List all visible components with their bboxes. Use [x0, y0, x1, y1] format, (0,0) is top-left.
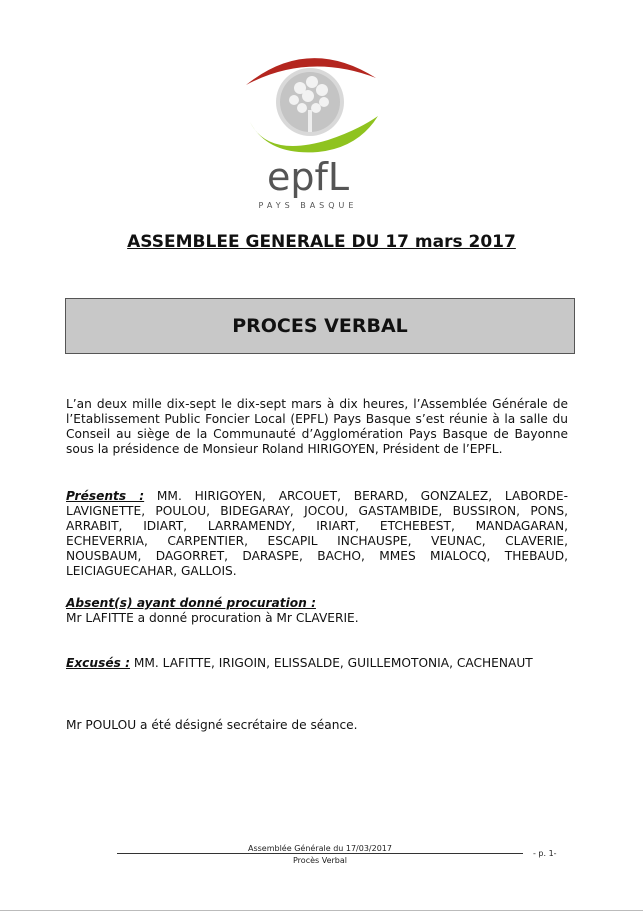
- logo-subtitle: PAYS BASQUE: [258, 201, 358, 210]
- excuses-text: MM. LAFITTE, IRIGOIN, ELISSALDE, GUILLEMOTONIA, CACHENAUT: [133, 656, 533, 670]
- logo-graphic: [208, 40, 408, 200]
- page-title-text: ASSEMBLEE GENERALE DU 17 mars 2017: [127, 232, 516, 252]
- footer-line1: Assemblée Générale du 17/03/2017: [247, 844, 392, 853]
- intro-paragraph: L’an deux mille dix-sept le dix-sept mars à dix heures, l’Assemblée Générale de l’Etablissement Public Foncier Local (EPFL) Pays Basque s’est réunie à la salle du Conseil au siège de la Communauté d’Agglomération Pays Basque de Bayonne sous la présidence de Monsieur Roland HIRIGOYEN, Président de l’EPFL.: [66, 397, 568, 456]
- presents-paragraph: [66, 489, 568, 579]
- footer-rule: [117, 853, 523, 854]
- excuses-paragraph: [66, 656, 568, 671]
- page-edge: [0, 910, 643, 911]
- page-title: [0, 232, 643, 252]
- presents-text: MM. HIRIGOYEN, ARCOUET, BERARD, GONZALEZ, LABORDE-LAVIGNETTE, POULOU, BIDEGARAY, JOCOU, GASTAMBIDE, BUSSIRON, PONS, ARRABIT, IDIART, LARRAMENDY, IRIART, ETCHEBEST, MANDAGARAN, ECHEVERRIA, CARPENTIER, ESCAPIL INCHAUSPE, VEUNAC, CLAVERIE, NOUSBAUM, DAGORRET, DARASPE, BACHO, MMES MIALOCQ, THEBAUD, LEICIAGUECAHAR, GALLOIS.: [66, 489, 569, 578]
- absent-text: Mr LAFITTE a donné procuration à Mr CLAVERIE.: [66, 611, 359, 625]
- excuses-label: Excusés :: [66, 656, 130, 670]
- page-number: - p. 1-: [533, 849, 557, 858]
- presents-label: Présents :: [66, 489, 145, 503]
- brand-text: epfL: [266, 155, 350, 199]
- secretaire-line: Mr POULOU a été désigné secrétaire de séance.: [66, 718, 358, 732]
- absent-label: Absent(s) ayant donné procuration :: [66, 596, 316, 610]
- footer-line2: Procès Verbal: [293, 856, 347, 865]
- absent-heading: [66, 596, 568, 611]
- proces-verbal-box: [65, 298, 575, 354]
- box-title: PROCES VERBAL: [232, 315, 408, 337]
- epfl-logo: [208, 40, 408, 215]
